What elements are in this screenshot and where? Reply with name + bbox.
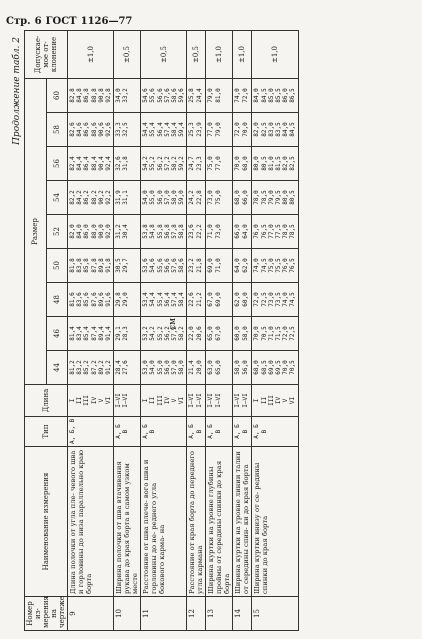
value-cell: 53,8 54,8 55,8 56,8 57,8 58,8 <box>141 215 187 249</box>
value-cell: 21,4 20,0 <box>187 351 206 385</box>
row-number: 11 <box>141 597 187 631</box>
row-number: 10 <box>114 597 141 631</box>
row-type: А, Б В <box>233 417 252 447</box>
value-cell: 71,0 73,0 <box>206 215 233 249</box>
value-cell: 82,2 84,2 86,2 88,2 90,2 92,2 <box>68 181 114 215</box>
header-size-44: 44 <box>46 351 68 385</box>
standard-name: ГОСТ <box>45 16 77 27</box>
value-cell: 22,0 20,6 <box>187 317 206 351</box>
value-cell: 33,3 32,5 <box>114 113 141 147</box>
value-cell: 74,0 74,5 75,0 75,5 76,0 76,5 <box>252 249 298 283</box>
table-title: Продолжение табл. 2 <box>12 37 22 145</box>
value-cell: 62,0 60,0 <box>233 283 252 317</box>
value-cell: 54,0 55,0 56,0 57,0 58,0 59,0 <box>141 181 187 215</box>
header-size-54: 54 <box>46 181 68 215</box>
value-cell: 69,0 71,0 <box>206 249 233 283</box>
value-cell: 81,8 83,8 85,8 87,8 89,8 91,8 <box>68 249 114 283</box>
row-number: 14 <box>233 597 252 631</box>
value-cell: 29,1 28,3 <box>114 317 141 351</box>
header-size-46: 46 <box>46 317 68 351</box>
value-cell: 70,0 68,0 <box>233 147 252 181</box>
header-size-56: 56 <box>46 147 68 181</box>
row-number: 9 <box>68 597 114 631</box>
unit-label: см <box>168 317 178 330</box>
page-label: Стр. <box>6 16 31 27</box>
value-cell: 24,7 23,3 <box>187 147 206 181</box>
header-size-50: 50 <box>46 249 68 283</box>
row-tolerance: ±1,0 <box>206 31 233 79</box>
value-cell: 74,0 72,0 <box>233 79 252 113</box>
rotated-table-container <box>10 29 414 631</box>
row-type: А, Б В <box>141 417 187 447</box>
header-type: Тип <box>25 417 68 447</box>
value-cell: 75,0 77,0 <box>206 147 233 181</box>
table-row <box>206 31 233 631</box>
row-length: I II III IV V VI <box>68 385 114 417</box>
row-length: I II III IV V VI <box>252 385 298 417</box>
value-cell: 34,0 33,2 <box>114 79 141 113</box>
value-cell: 68,0 68,5 69,0 69,5 70,0 70,5 <box>252 351 298 385</box>
value-cell: 64,0 62,0 <box>233 249 252 283</box>
table-row <box>114 31 141 631</box>
value-cell: 72,0 72,5 73,0 73,5 74,0 74,5 <box>252 283 298 317</box>
row-number: 15 <box>252 597 298 631</box>
row-tolerance: ±1,0 <box>252 31 298 79</box>
value-cell: 32,6 31,8 <box>114 147 141 181</box>
header-size-52: 52 <box>46 215 68 249</box>
value-cell: 54,4 55,4 56,4 57,4 58,4 59,4 <box>141 113 187 147</box>
row-number: 12 <box>187 597 206 631</box>
value-cell: 70,0 70,5 71,0 71,5 72,0 72,5 <box>252 317 298 351</box>
value-cell: 82,0 82,5 83,0 83,5 84,0 84,5 <box>252 113 298 147</box>
value-cell: 25,3 23,9 <box>187 113 206 147</box>
value-cell: 82,6 84,6 86,6 88,6 90,6 92,6 <box>68 113 114 147</box>
table-row <box>68 31 114 631</box>
row-length: I—VI I—VI <box>233 385 252 417</box>
header-size-58: 58 <box>46 113 68 147</box>
value-cell: 66,0 64,0 <box>233 215 252 249</box>
measurement-name: Расстояние от шва плече- вого шва и горловины до не- реднего угла бокового карма- на <box>141 447 187 597</box>
row-length: I—VI I—VI <box>187 385 206 417</box>
table-row <box>141 31 187 631</box>
standard-code: 1126—77 <box>80 16 133 27</box>
header-length: Длина <box>25 385 68 417</box>
value-cell: 31,2 30,4 <box>114 215 141 249</box>
value-cell: 63,0 65,0 <box>206 351 233 385</box>
row-tolerance: ±1,0 <box>68 31 114 79</box>
measurement-name: Ширина куртки внизу от се- редины спинки до края борта <box>252 447 298 597</box>
measurement-name: Ширина куртки на уровне линии талии от середины спин- ки до края борта <box>233 447 252 597</box>
row-length: I II III IV V VI <box>141 385 187 417</box>
value-cell: 73,0 75,0 <box>206 181 233 215</box>
row-length: I—VI I—VI <box>206 385 233 417</box>
page-header <box>6 16 136 27</box>
value-cell: 22,6 21,2 <box>187 283 206 317</box>
measurement-name: Расстояние от края борта до переднего угла кармана <box>187 447 206 597</box>
row-type: А, Б В <box>252 417 298 447</box>
value-cell: 24,2 22,8 <box>187 181 206 215</box>
row-type: А, Б В <box>187 417 206 447</box>
value-cell: 81,6 83,6 85,6 87,6 89,6 91,6 <box>68 283 114 317</box>
value-cell: 31,9 31,1 <box>114 181 141 215</box>
value-cell: 79,0 81,0 <box>206 79 233 113</box>
table-row <box>187 31 206 631</box>
value-cell: 76,0 76,5 77,0 77,5 78,0 78,5 <box>252 215 298 249</box>
value-cell: 68,0 66,0 <box>233 181 252 215</box>
row-type: А, Б В <box>114 417 141 447</box>
value-cell: 53,6 54,6 55,6 56,6 57,6 58,6 <box>141 249 187 283</box>
header-num: Номер из- мерения на чертеже <box>25 597 68 631</box>
value-cell: 82,0 84,0 86,0 88,0 90,0 92,0 <box>68 215 114 249</box>
value-cell: 82,4 84,4 86,4 88,4 90,4 92,4 <box>68 147 114 181</box>
value-cell: 53,0 54,0 55,0 56,0 57,0 58,0 <box>141 351 187 385</box>
row-tolerance: ±0,5 <box>187 31 206 79</box>
value-cell: 53,2 54,2 55,2 56,2 57,2 58,2 <box>141 317 187 351</box>
value-cell: 23,6 22,2 <box>187 215 206 249</box>
value-cell: 60,0 58,0 <box>233 317 252 351</box>
table-row <box>252 31 298 631</box>
value-cell: 23,2 21,8 <box>187 249 206 283</box>
measurement-name: Длина полочки от угла пле- чевого шва и горловины до низа параллельно краю борта <box>68 447 114 597</box>
row-tolerance: ±1,0 <box>233 31 252 79</box>
table-row <box>233 31 252 631</box>
value-cell: 82,8 84,8 86,8 88,8 90,8 92,8 <box>68 79 114 113</box>
value-cell: 53,4 54,4 55,4 56,4 57,4 58,4 <box>141 283 187 317</box>
value-cell: 30,5 29,7 <box>114 249 141 283</box>
value-cell: 72,0 70,0 <box>233 113 252 147</box>
row-type: А, Б В <box>206 417 233 447</box>
row-length: I—VI I—VI <box>114 385 141 417</box>
header-size-48: 48 <box>46 283 68 317</box>
value-cell: 29,8 29,0 <box>114 283 141 317</box>
value-cell: 58,0 56,0 <box>233 351 252 385</box>
value-cell: 25,8 24,4 <box>187 79 206 113</box>
measurement-name: Ширина полочки от шва втачивания рукава до края борта в самом узком месте <box>114 447 141 597</box>
measurements-table <box>24 30 299 631</box>
value-cell: 80,0 80,5 81,0 81,5 82,0 82,5 <box>252 147 298 181</box>
row-tolerance: ±0,5 <box>141 31 187 79</box>
row-type: А, Б, В <box>68 417 114 447</box>
page-number: 6 <box>34 16 42 27</box>
row-tolerance: ±0,5 <box>114 31 141 79</box>
value-cell: 78,0 78,5 79,0 79,5 80,0 80,5 <box>252 181 298 215</box>
value-cell: 84,0 84,5 85,0 85,5 86,0 86,5 <box>252 79 298 113</box>
value-cell: 67,0 69,0 <box>206 283 233 317</box>
value-cell: 81,4 83,4 85,4 87,4 89,4 91,4 <box>68 317 114 351</box>
measurement-name: Ширина куртки на уровне глубины проймы от середины спинки до края борта <box>206 447 233 597</box>
header-size-60: 60 <box>46 79 68 113</box>
header-name: Наименование измерения <box>25 447 68 597</box>
header-tolerance: Допускае- мое от- клонение <box>25 31 68 79</box>
value-cell: 65,0 67,0 <box>206 317 233 351</box>
value-cell: 77,0 79,0 <box>206 113 233 147</box>
header-size: Размер <box>25 79 47 385</box>
value-cell: 54,2 55,2 56,2 57,2 58,2 59,2 <box>141 147 187 181</box>
value-cell: 28,4 27,6 <box>114 351 141 385</box>
value-cell: 54,6 55,6 56,6 57,6 58,6 59,6 <box>141 79 187 113</box>
row-number: 13 <box>206 597 233 631</box>
value-cell: 81,2 83,2 85,2 87,2 89,2 91,2 <box>68 351 114 385</box>
